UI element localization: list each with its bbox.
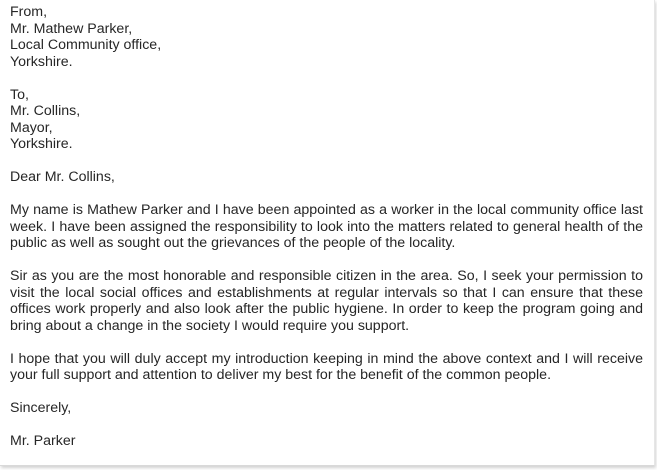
signature-name: Mr. Parker — [10, 433, 76, 449]
recipient-label: To, — [10, 86, 29, 103]
body-paragraph-3: I hope that you will duly accept my introduction keeping in mind the above context and I will receive your full support and attention to deliver my best for the benefit of the common people. — [10, 350, 643, 383]
recipient-address — [10, 87, 654, 153]
recipient-title: Mayor, — [10, 119, 53, 136]
sender-name: Mr. Mathew Parker, — [10, 20, 133, 37]
body-paragraph-2: Sir as you are the most honorable and responsible citizen in the area. So, I seek your permission to visit the local social offices and establishments at regular intervals so that I can ensure that these offices work properly and also look after the public hygiene. In order to keep the program going and bring about a change in the society I would require you support. — [10, 268, 643, 334]
recipient-place: Yorkshire. — [10, 136, 73, 152]
salutation: Dear Mr. Collins, — [10, 169, 115, 185]
body-paragraph-1: My name is Mathew Parker and I have been appointed as a worker in the local community office last week. I have been assigned the responsibility to look into the matters related to general health of the public as well as sought out the grievances of the people of the locality. — [10, 202, 643, 251]
sender-organization: Local Community office, — [10, 37, 162, 53]
sender-label: From, — [10, 4, 48, 20]
closing: Sincerely, — [10, 400, 72, 416]
recipient-name: Mr. Collins, — [10, 103, 81, 119]
sender-address — [10, 4, 654, 70]
sender-place: Yorkshire. — [10, 53, 73, 70]
